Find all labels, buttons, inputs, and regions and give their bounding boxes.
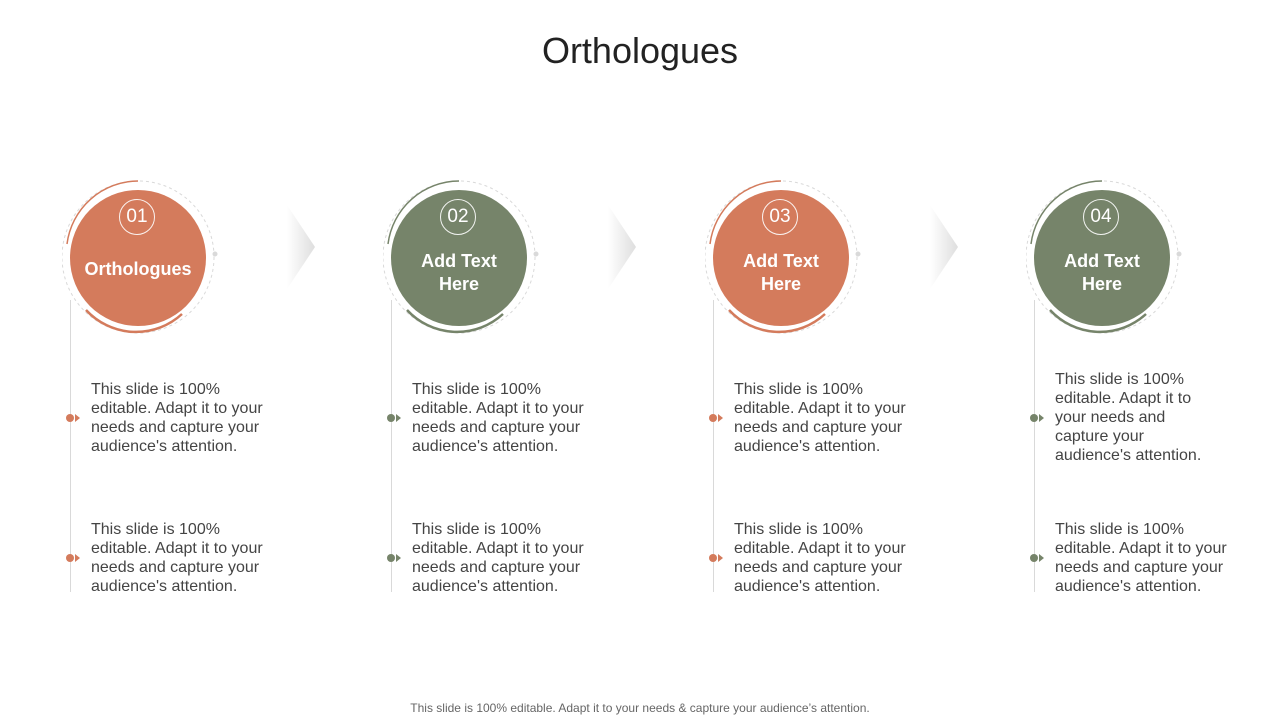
chevron-right-icon bbox=[608, 205, 638, 289]
step-4-bullet-dot-1 bbox=[1030, 414, 1038, 422]
step-4-bullet-arrow-2 bbox=[1039, 554, 1044, 562]
chevron-right-icon bbox=[930, 205, 960, 289]
step-4-bullet-dot-2 bbox=[1030, 554, 1038, 562]
step-1-bullet-dot-1 bbox=[66, 414, 74, 422]
step-3-bullet-dot-2 bbox=[709, 554, 717, 562]
step-3-timeline-line bbox=[713, 300, 714, 592]
step-3-label: Add Text Here bbox=[743, 251, 819, 294]
step-4-text-2: This slide is 100% editable. Adapt it to your needs and capture your audience's attention. bbox=[1055, 521, 1227, 595]
step-1-number: 01 bbox=[119, 199, 155, 235]
step-2-number: 02 bbox=[440, 199, 476, 235]
chevron-right-icon bbox=[287, 205, 317, 289]
step-3-bullet-arrow-2 bbox=[718, 554, 723, 562]
step-4-text-1: This slide is 100% editable. Adapt it to your needs and capture your audience's attention. bbox=[1055, 371, 1202, 464]
step-column-2 bbox=[383, 0, 683, 720]
step-2-text-2: This slide is 100% editable. Adapt it to your needs and capture your audience's attention. bbox=[412, 521, 584, 595]
step-3-number: 03 bbox=[762, 199, 798, 235]
step-1-bullet-dot-2 bbox=[66, 554, 74, 562]
step-3-circle bbox=[713, 190, 849, 326]
step-3-bullet-dot-1 bbox=[709, 414, 717, 422]
step-2-label: Add Text Here bbox=[421, 251, 497, 294]
step-2-timeline-line bbox=[391, 300, 392, 592]
step-column-3 bbox=[705, 0, 1005, 720]
step-3-text-1: This slide is 100% editable. Adapt it to your needs and capture your audience's attention. bbox=[734, 381, 906, 455]
step-2-bullet-arrow-1 bbox=[396, 414, 401, 422]
step-2-text-1: This slide is 100% editable. Adapt it to your needs and capture your audience's attention. bbox=[412, 381, 584, 455]
step-column-1 bbox=[62, 0, 362, 720]
step-2-bullet-dot-1 bbox=[387, 414, 395, 422]
step-2-bullet-dot-2 bbox=[387, 554, 395, 562]
step-1-bullet-arrow-1 bbox=[75, 414, 80, 422]
slide-title: Orthologues bbox=[541, 30, 739, 71]
step-2-bullet-arrow-2 bbox=[396, 554, 401, 562]
step-1-bullet-arrow-2 bbox=[75, 554, 80, 562]
step-3-text-2: This slide is 100% editable. Adapt it to your needs and capture your audience's attention. bbox=[734, 521, 906, 595]
step-3-bullet-arrow-1 bbox=[718, 414, 723, 422]
step-4-bullet-arrow-1 bbox=[1039, 414, 1044, 422]
step-4-label: Add Text Here bbox=[1064, 251, 1140, 294]
step-1-circle bbox=[70, 190, 206, 326]
step-2-circle bbox=[391, 190, 527, 326]
step-1-text-1: This slide is 100% editable. Adapt it to your needs and capture your audience's attention. bbox=[91, 381, 263, 455]
footer-note: This slide is 100% editable. Adapt it to your needs & capture your audience’s attention. bbox=[410, 701, 870, 715]
step-4-number: 04 bbox=[1083, 199, 1119, 235]
step-4-circle bbox=[1034, 190, 1170, 326]
step-1-timeline-line bbox=[70, 300, 71, 592]
step-1-label: Orthologues bbox=[84, 259, 192, 279]
step-1-text-2: This slide is 100% editable. Adapt it to your needs and capture your audience's attention. bbox=[91, 521, 263, 595]
step-4-timeline-line bbox=[1034, 300, 1035, 592]
step-column-4 bbox=[1026, 0, 1280, 720]
